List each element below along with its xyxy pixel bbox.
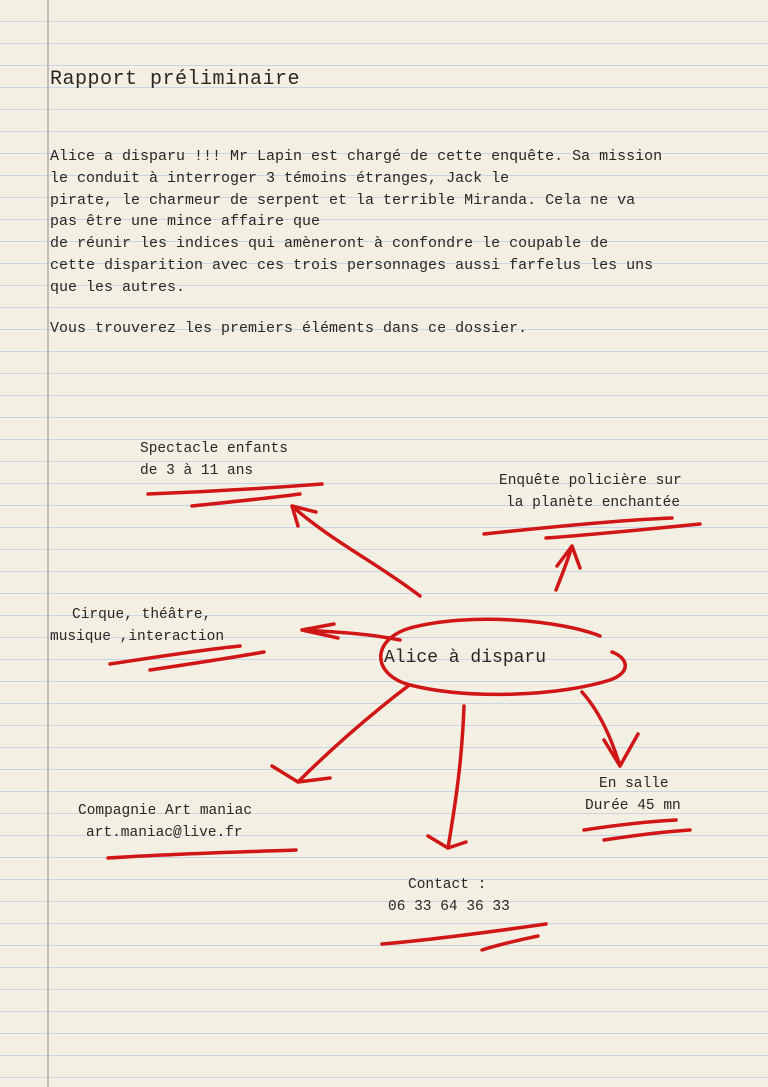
underline-spectacle [148,484,322,506]
mindmap-center: Alice à disparu [384,648,547,668]
arrow-compagnie [272,686,408,782]
underline-cirque [110,646,264,670]
page-title: Rapport préliminaire [50,68,301,91]
outro-paragraph: Vous trouverez les premiers éléments dans ce dossier. [50,320,528,337]
arrow-spectacle [292,506,420,596]
node-spectacle: Spectacle enfants de 3 à 11 ans [140,441,288,479]
underline-enquete [484,518,700,538]
arrow-contact [428,706,466,848]
arrow-salle [582,692,638,766]
node-contact: Contact : 06 33 64 36 33 [388,877,510,915]
underline-compagnie [108,850,296,858]
node-compagnie: Compagnie Art maniac art.maniac@live.fr [78,803,253,841]
node-cirque: Cirque, théâtre, musique ,interaction [50,607,225,645]
node-enquete: Enquête policière sur la planète enchantée [499,473,682,511]
arrow-enquete [556,546,580,590]
node-salle: En salle Durée 45 mn [585,776,681,814]
arrow-cirque [302,624,400,640]
underline-salle [584,820,690,840]
underline-contact [382,924,546,950]
intro-paragraph: Alice a disparu !!! Mr Lapin est chargé de cette enquête. Sa mission le conduit à interroger 3 témoins étranges, Jack le pirate, le charmeur de serpent et la terrible Miranda. Cela ne va pas être une mince affaire que de réunir les indices qui amèneront à confondre le coupable de cette disparition avec ces trois personnages aussi farfelus les uns que les autres. [50,148,663,296]
